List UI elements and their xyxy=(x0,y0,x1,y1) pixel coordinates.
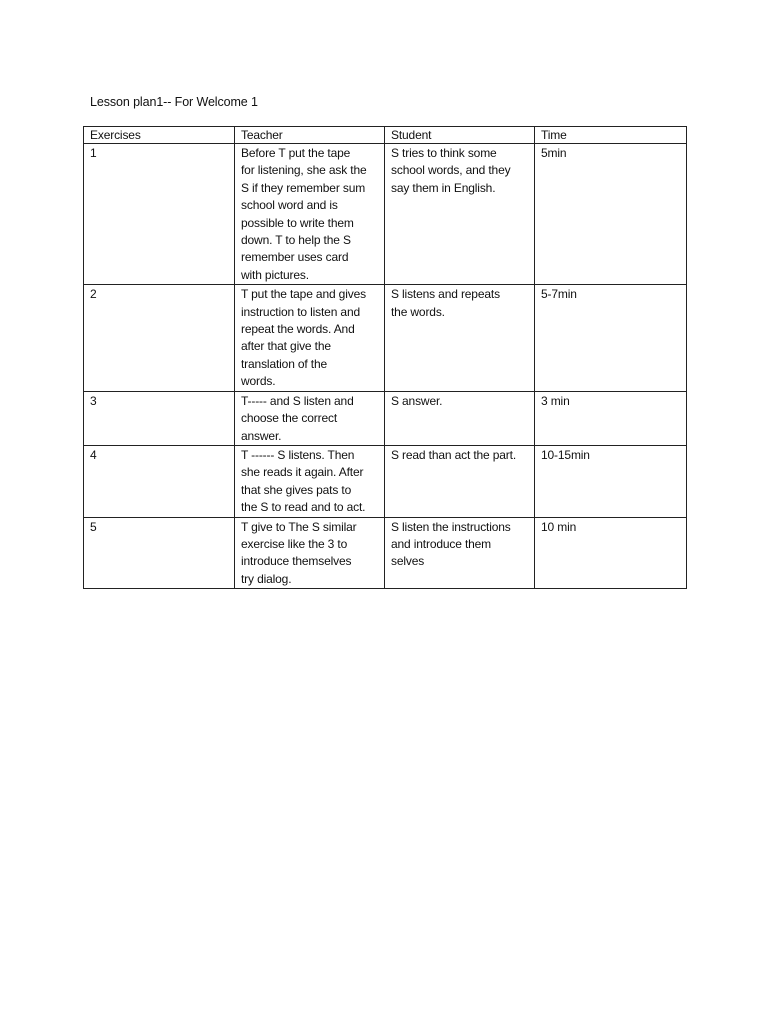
table-row xyxy=(84,144,687,285)
header-student: Student xyxy=(385,127,535,144)
exercise-number xyxy=(84,391,235,445)
table-header-row xyxy=(84,127,687,144)
student-activity-text: S answer. xyxy=(391,393,443,408)
table-row xyxy=(84,517,687,589)
exercise-number xyxy=(84,144,235,285)
student-activity xyxy=(385,517,535,589)
student-activity-text: S listen the instructions and introduce them selves xyxy=(391,519,511,569)
exercise-number-text: 5 xyxy=(90,519,97,534)
student-activity-text: S read than act the part. xyxy=(391,447,516,462)
teacher-activity-text: Before T put the tape for listening, she ask the S if they remember sum school word and is possible to write them down. T to help the S remember uses card with pictures. xyxy=(241,146,367,282)
table-row xyxy=(84,285,687,391)
student-activity xyxy=(385,285,535,391)
exercise-number-text: 1 xyxy=(90,146,97,160)
student-activity xyxy=(385,144,535,285)
exercise-number-text: 3 xyxy=(90,393,97,408)
time-allotted-text: 10 min xyxy=(541,519,577,534)
exercise-number-text: 4 xyxy=(90,447,97,462)
teacher-activity-text: T ------ S listens. Then she reads it again. After that she gives pats to the S to read and to act. xyxy=(241,447,366,515)
time-allotted xyxy=(535,391,687,445)
teacher-activity-text: T----- and S listen and choose the correct answer. xyxy=(241,393,354,443)
teacher-activity-text: T give to The S similar exercise like the 3 to introduce themselves try dialog. xyxy=(241,519,357,586)
teacher-activity xyxy=(235,285,385,391)
teacher-activity xyxy=(235,445,385,517)
student-activity-text: S tries to think some school words, and they say them in English. xyxy=(391,146,511,195)
time-allotted xyxy=(535,517,687,589)
time-allotted xyxy=(535,445,687,517)
student-activity-text: S listens and repeats the words. xyxy=(391,287,500,319)
exercise-number xyxy=(84,285,235,391)
exercise-number xyxy=(84,517,235,589)
student-activity xyxy=(385,445,535,517)
time-allotted-text: 3 min xyxy=(541,393,570,408)
teacher-activity-text: T put the tape and gives instruction to listen and repeat the words. And after that give the translation of the words. xyxy=(241,287,366,389)
exercise-number xyxy=(84,445,235,517)
exercise-number-text: 2 xyxy=(90,287,97,302)
teacher-activity xyxy=(235,391,385,445)
lesson-plan-table xyxy=(83,126,687,589)
teacher-activity xyxy=(235,517,385,589)
page-title: Lesson plan1-- For Welcome 1 xyxy=(90,95,258,109)
time-allotted-text: 5min xyxy=(541,146,567,160)
header-teacher: Teacher xyxy=(235,127,385,144)
teacher-activity xyxy=(235,144,385,285)
time-allotted xyxy=(535,285,687,391)
table-row xyxy=(84,391,687,445)
table-row xyxy=(84,445,687,517)
student-activity xyxy=(385,391,535,445)
time-allotted xyxy=(535,144,687,285)
time-allotted-text: 5-7min xyxy=(541,287,577,302)
header-time: Time xyxy=(535,127,687,144)
header-exercises: Exercises xyxy=(84,127,235,144)
time-allotted-text: 10-15min xyxy=(541,447,590,462)
